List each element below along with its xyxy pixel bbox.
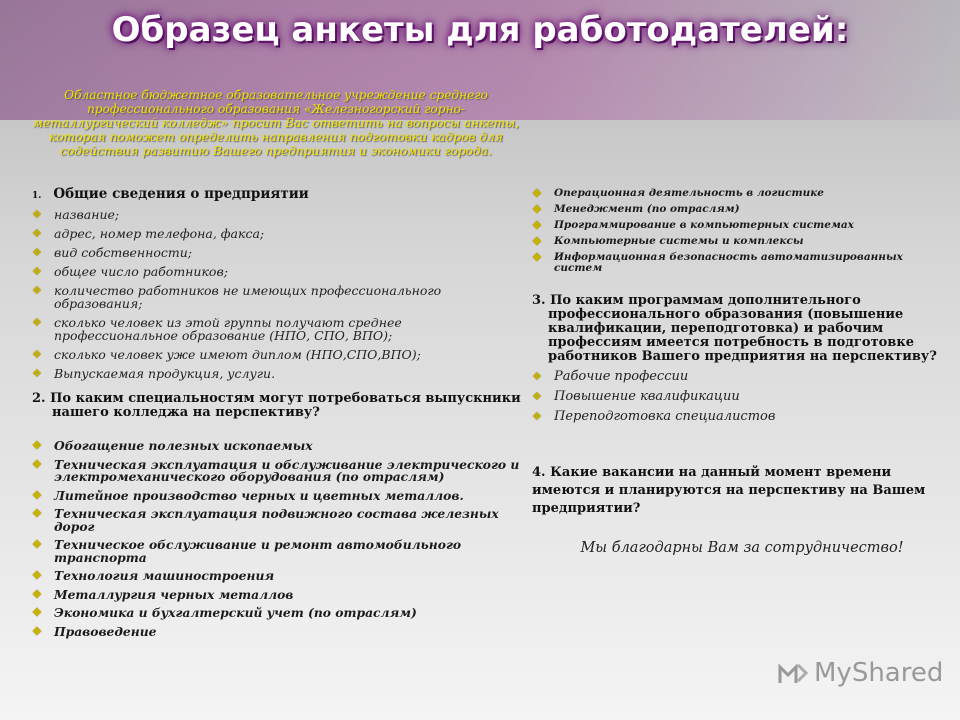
diamond-bullet-icon: ❖: [32, 507, 42, 520]
diamond-bullet-icon: ❖: [32, 227, 42, 240]
diamond-bullet-icon: ❖: [532, 187, 542, 200]
diamond-bullet-icon: ❖: [32, 587, 42, 601]
intro-text: Областное бюджетное образовательное учреждение среднего профессионального образования «Железногорский горно-металлургический колледж» просит Вас ответить на вопросы анкеты, которая поможет определить направления подготовки кадров для содействия развитию Вашего предприятия и экономики города.: [32, 88, 520, 158]
section1-list: [32, 208, 524, 380]
diamond-bullet-icon: ❖: [32, 624, 42, 638]
section1-title: Общие сведения о предприятии: [53, 186, 309, 202]
diamond-bullet-icon: ❖: [532, 410, 542, 423]
list-item: ❖ Выпускаемая продукция, услуги.: [32, 366, 276, 381]
list-item: ❖ Техническое обслуживание и ремонт автомобильного транспорта: [32, 537, 462, 565]
right-column: [532, 188, 942, 556]
list-item: ❖ Переподготовка специалистов: [532, 409, 776, 424]
diamond-bullet-icon: ❖: [32, 316, 42, 329]
diamond-bullet-icon: ❖: [32, 367, 42, 380]
list-item: ❖ вид собственности;: [32, 245, 193, 260]
thanks-text: Мы благодарны Вам за сотрудничество!: [580, 540, 904, 556]
list-item: ❖ Литейное производство черных и цветных металлов.: [32, 487, 464, 503]
section3-list: [532, 370, 942, 424]
page-title: Образец анкеты для работодателей:: [111, 10, 849, 50]
diamond-bullet-icon: ❖: [532, 203, 542, 216]
list-item: ❖ адрес, номер телефона, факса;: [32, 226, 265, 241]
watermark: [776, 658, 943, 688]
list-item: ❖ сколько человек уже имеют диплом (НПО,СПО,ВПО);: [32, 347, 421, 362]
section4-heading: 4. Какие вакансии на данный момент времени имеются и планируются на перспективу на Вашем предприятии?: [532, 465, 926, 516]
list-item: ❖ Повышение квалификации: [532, 389, 740, 404]
list-item: ❖ Технология машиностроения: [32, 568, 275, 583]
section1-heading: [32, 186, 524, 202]
list-item: ❖ сколько человек из этой группы получают среднее профессиональное образование (НПО, СПО, ВПО);: [32, 315, 402, 343]
list-item: ❖ Компьютерные системы и комплексы: [532, 235, 804, 248]
diamond-bullet-icon: ❖: [532, 251, 542, 264]
watermark-text: MyShared: [814, 658, 944, 688]
left-column: [32, 186, 524, 644]
section2-list-continued: [532, 188, 942, 274]
section2-heading: 2. По каким специальностям могут потребоваться выпускники нашего колледжа на перспективу?: [32, 391, 521, 420]
diamond-bullet-icon: ❖: [532, 235, 542, 248]
diamond-bullet-icon: ❖: [32, 265, 42, 278]
list-item: ❖ Менеджмент (по отраслям): [532, 203, 740, 216]
list-item: ❖ общее число работников;: [32, 264, 228, 279]
diamond-bullet-icon: ❖: [32, 208, 42, 221]
diamond-bullet-icon: ❖: [32, 569, 42, 582]
list-item: ❖ название;: [32, 207, 120, 222]
list-item: ❖ Правоведение: [32, 623, 157, 639]
list-item: ❖ количество работников не имеющих профессионального образования;: [32, 283, 442, 311]
section2-list: [32, 440, 524, 638]
list-item: ❖ Информационная безопасность автоматизированных систем: [532, 251, 903, 274]
diamond-bullet-icon: ❖: [32, 284, 42, 297]
diamond-bullet-icon: ❖: [532, 219, 542, 232]
diamond-bullet-icon: ❖: [32, 457, 42, 471]
diamond-bullet-icon: ❖: [32, 348, 42, 361]
list-item: ❖ Обогащение полезных ископаемых: [32, 438, 313, 453]
list-item: ❖ Техническая эксплуатация подвижного состава железных дорог: [32, 506, 499, 534]
list-item: ❖ Экономика и бухгалтерский учет (по отраслям): [32, 605, 417, 620]
list-item: ❖ Рабочие профессии: [532, 369, 689, 384]
myshared-logo-icon: [776, 659, 810, 687]
diamond-bullet-icon: ❖: [532, 390, 542, 403]
diamond-bullet-icon: ❖: [32, 606, 42, 619]
diamond-bullet-icon: ❖: [32, 488, 42, 502]
list-item: ❖ Операционная деятельность в логистике: [532, 187, 824, 200]
list-item: ❖ Металлургия черных металлов: [32, 586, 294, 602]
section1-number: 1.: [32, 191, 42, 201]
list-item: ❖ Техническая эксплуатация и обслуживание электрического и электромеханического оборудования (по отраслям): [32, 456, 520, 484]
diamond-bullet-icon: ❖: [32, 439, 42, 452]
diamond-bullet-icon: ❖: [32, 538, 42, 551]
section3-heading: 3. По каким программам дополнительного профессионального образования (повышение квалификации, переподготовка) и рабочим профессиям имеется потребность в подготовке работников Вашего предприятия на перспективу?: [532, 293, 937, 364]
diamond-bullet-icon: ❖: [532, 370, 542, 383]
list-item: ❖ Программирование в компьютерных системах: [532, 219, 854, 232]
diamond-bullet-icon: ❖: [32, 246, 42, 259]
